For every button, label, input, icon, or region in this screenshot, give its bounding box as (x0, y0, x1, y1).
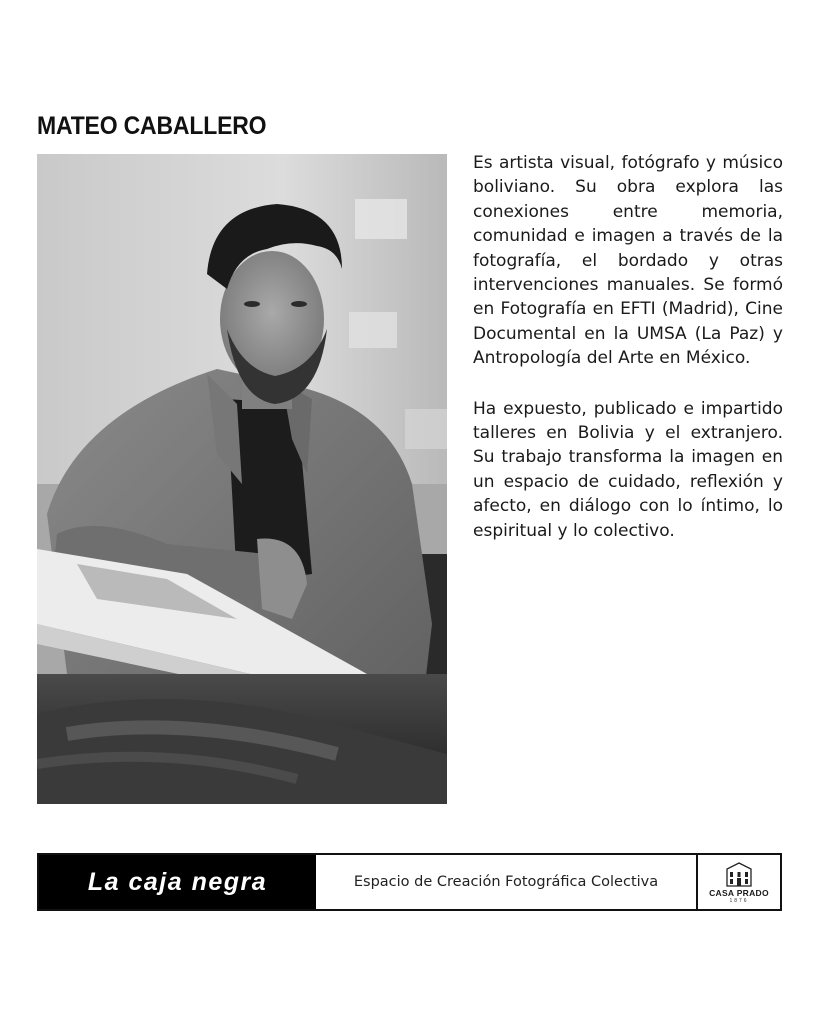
building-icon (725, 861, 753, 887)
casa-prado-logo (698, 855, 780, 909)
artist-name: MATEO CABALLERO (37, 112, 267, 140)
artist-portrait (37, 154, 447, 804)
logo-year: 1876 (729, 897, 749, 904)
footer-title: La caja negra (39, 855, 316, 909)
artist-bio (473, 151, 783, 569)
footer-tagline: Espacio de Creación Fotográfica Colectiva (316, 855, 698, 909)
footer-banner (37, 853, 782, 911)
bio-paragraph-1: Es artista visual, fotógrafo y músico boliviano. Su obra explora las conexiones entre memoria, comunidad e imagen a través de la fotografía, el bordado y otras intervenciones manuales. Se formó en Fotografía en EFTI (Madrid), Cine Documental en la UMSA (La Paz) y Antropología del Arte en México. (473, 153, 783, 369)
logo-name: CASA PRADO (709, 887, 769, 898)
bio-paragraph-2: Ha expuesto, publicado e impartido talleres en Bolivia y el extranjero. Su trabajo transforma la imagen en un espacio de cuidado, reflexión y afecto, en diálogo con lo íntimo, lo espiritual y lo colectivo. (473, 398, 783, 541)
